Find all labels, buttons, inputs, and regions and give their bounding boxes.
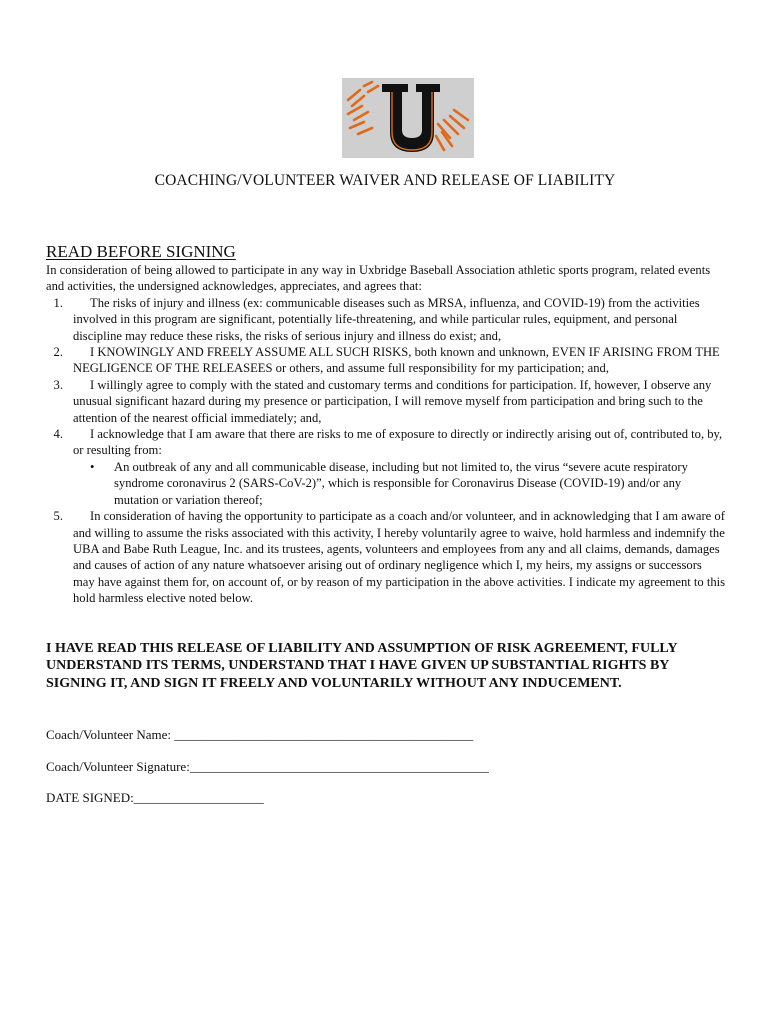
- waiver-body: [46, 262, 726, 607]
- clause-list: [46, 295, 726, 607]
- clause-5: [46, 508, 726, 606]
- clause-text: In consideration of having the opportunity to participate as a coach and/or volunteer, and in acknowledging that I am aware of and willing to assume the risks associated with this activity, I hereby voluntarily agree to waive, hold harmless and indemnify the UBA and Babe Ruth League, Inc. and its trustees, agents, volunteers and employees from any and all claims, demands, damages and causes of action of any nature whatsoever arising out of ordinary negligence which I, my heirs, my assigns or successors may have against them for, on account of, or by reason of my participation in the above activities. I indicate my agreement to this hold harmless elective noted below.: [73, 509, 726, 606]
- sub-bullet-text: An outbreak of any and all communicable disease, including but not limited to, the virus “severe acute respiratory syndrome coronavirus 2 (SARS-CoV-2)”, which is responsible for Coronavirus Disease (COVID-19) and/or any mutation or variation thereof;: [114, 459, 688, 507]
- clause-text: I acknowledge that I am aware that there are risks to me of exposure to directly or indirectly arising out of, contributed to, by, or resulting from:: [73, 427, 723, 458]
- clause-number: 2.: [53, 345, 63, 360]
- name-field[interactable]: [46, 727, 473, 743]
- date-label: DATE SIGNED:: [46, 790, 134, 805]
- date-field[interactable]: [46, 790, 264, 806]
- sub-bullet-item: [46, 459, 726, 508]
- clause-text: I KNOWINGLY AND FREELY ASSUME ALL SUCH RISKS, both known and unknown, EVEN IF ARISING FROM THE NEGLIGENCE OF THE RELEASEES or others, and assume full responsibility for my participation; and,: [73, 345, 720, 376]
- intro-paragraph: In consideration of being allowed to participate in any way in Uxbridge Baseball Association athletic sports program, related events and activities, the undersigned acknowledges, appreciates, and agrees that:: [46, 263, 711, 294]
- signature-label: Coach/Volunteer Signature:: [46, 759, 190, 774]
- clause-3: [46, 377, 726, 426]
- name-label: Coach/Volunteer Name:: [46, 727, 175, 742]
- clause-number: 4.: [53, 427, 63, 442]
- acknowledgement-statement: I HAVE READ THIS RELEASE OF LIABILITY AND ASSUMPTION OF RISK AGREEMENT, FULLY UNDERSTAND ITS TERMS, UNDERSTAND THAT I HAVE GIVEN UP SUBSTANTIAL RIGHTS BY SIGNING IT, AND SIGN IT FREELY AND VOLUNTARILY WITHOUT ANY INDUCEMENT.: [46, 641, 678, 691]
- section-heading: READ BEFORE SIGNING: [46, 242, 236, 261]
- clause-text: I willingly agree to comply with the stated and customary terms and conditions for participation. If, however, I observe any unusual significant hazard during my presence or participation, I will remove myself from participation and bring such to the attention of the nearest official immediately; and,: [73, 377, 712, 425]
- signature-field[interactable]: [46, 759, 489, 775]
- clause-number: 5.: [53, 509, 63, 524]
- clause-text: The risks of injury and illness (ex: communicable diseases such as MRSA, influenza, and COVID-19) from the activities involved in this program are significant, potentially life-threatening, and while particular rules, equipment, and personal discipline may reduce these risks, the risks of serious injury and illness do exist; and,: [73, 295, 700, 343]
- date-line[interactable]: ____________________: [133, 790, 264, 805]
- clause-number: 1.: [53, 295, 63, 310]
- clause-2: [46, 344, 726, 377]
- clause-1: [46, 295, 726, 344]
- bullet-icon: •: [90, 459, 95, 474]
- clause-4: [46, 426, 726, 459]
- uxbridge-logo: [342, 78, 474, 158]
- signature-line[interactable]: ______________________________________________: [189, 759, 489, 774]
- name-line[interactable]: ______________________________________________: [174, 727, 474, 742]
- clause-number: 3.: [53, 377, 63, 392]
- document-title: COACHING/VOLUNTEER WAIVER AND RELEASE OF LIABILITY: [154, 172, 616, 189]
